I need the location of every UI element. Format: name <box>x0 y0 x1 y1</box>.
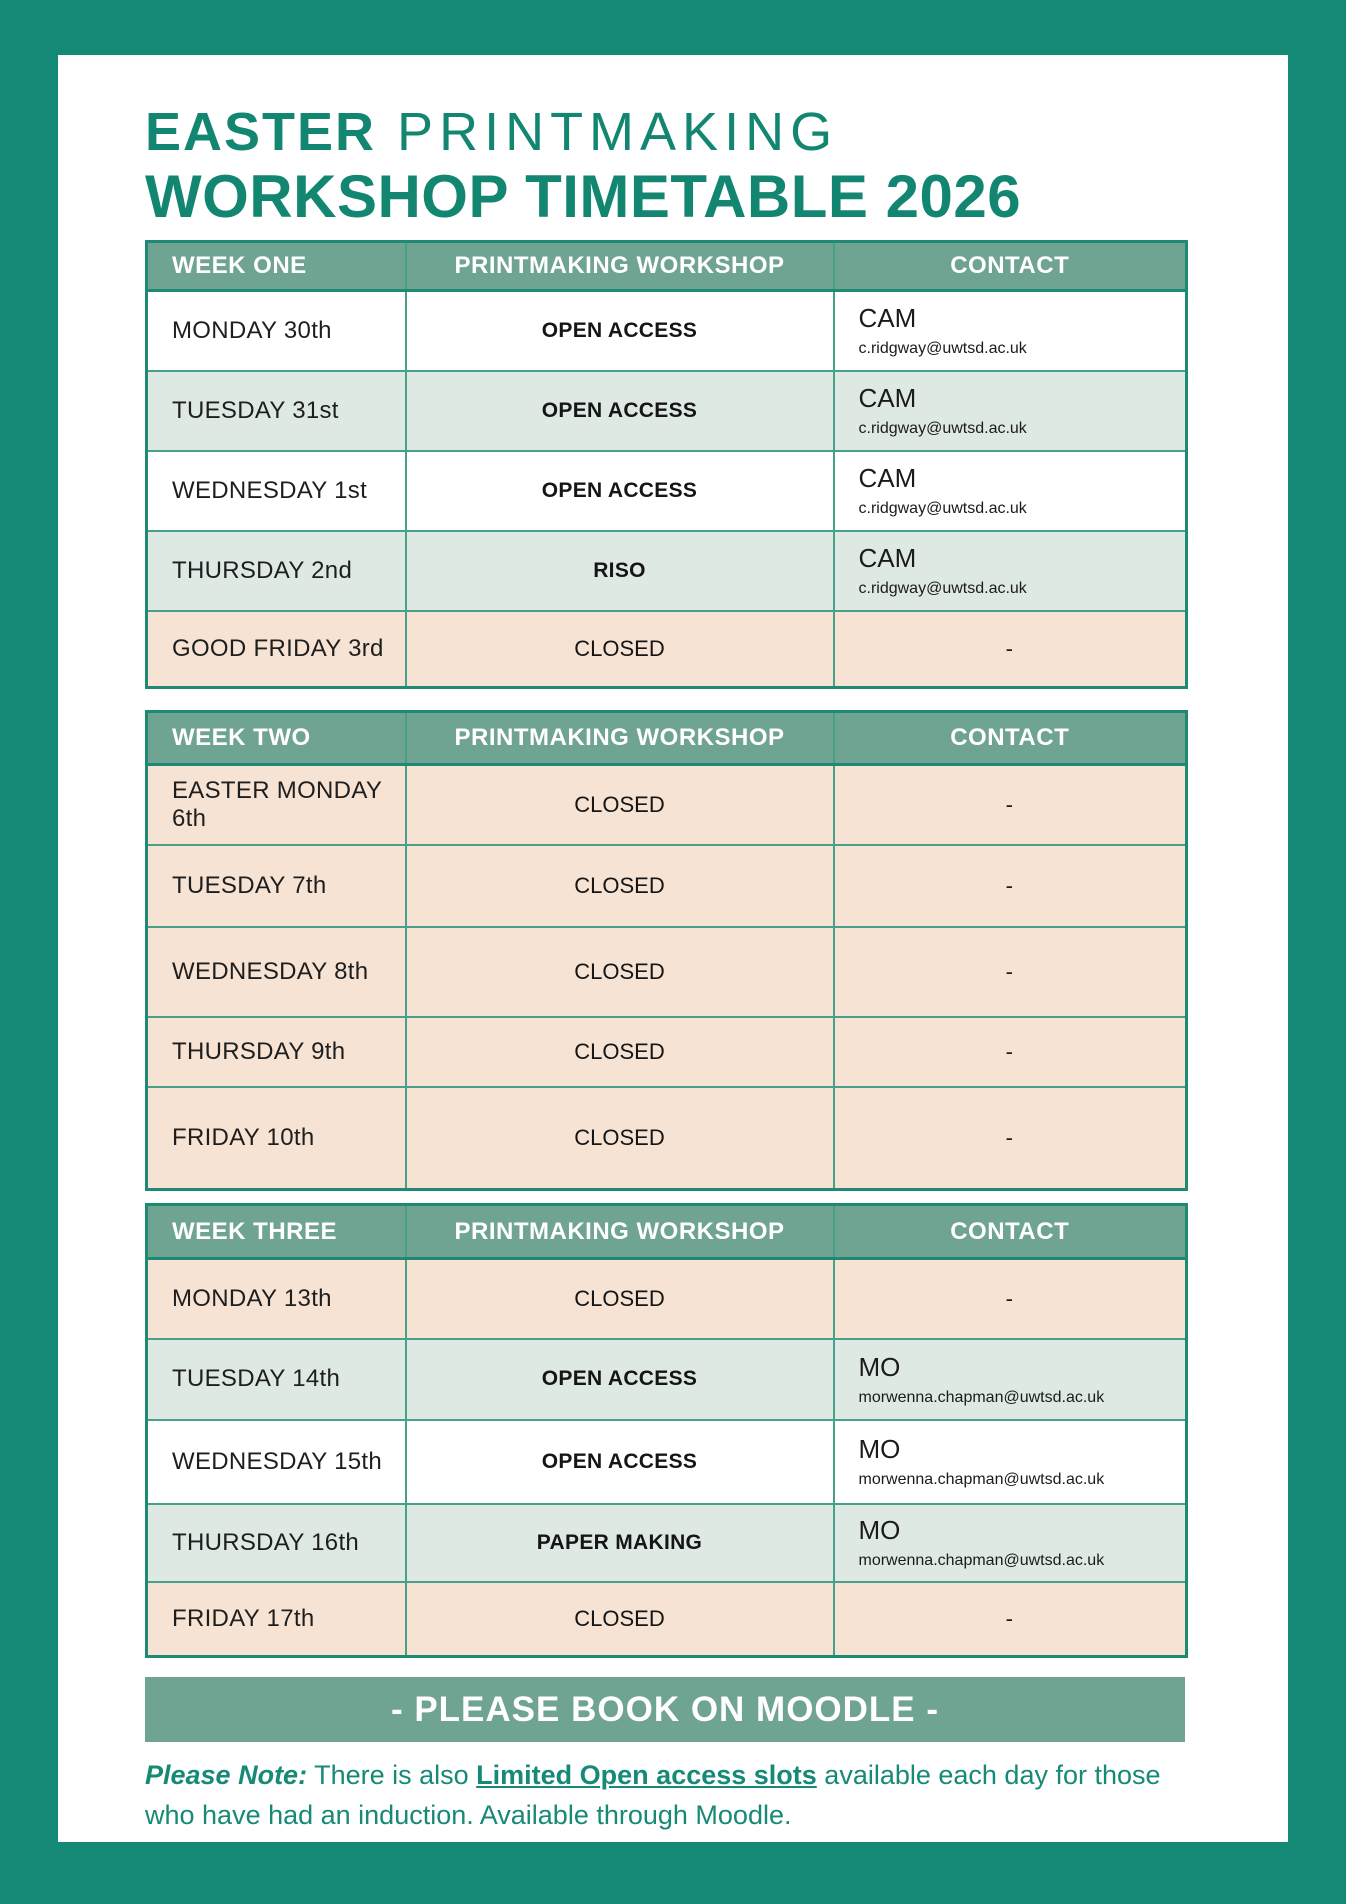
contact-cell: - <box>834 1582 1187 1657</box>
contact-header: CONTACT <box>834 242 1187 291</box>
week-one-table <box>145 240 1188 689</box>
contact-name: CAM <box>858 383 917 413</box>
contact-cell: - <box>834 1087 1187 1190</box>
contact-email: c.ridgway@uwtsd.ac.uk <box>858 580 1027 597</box>
contact-cell: - <box>834 1017 1187 1087</box>
day-cell: TUESDAY 31st <box>147 371 406 451</box>
contact-cell <box>834 371 1187 451</box>
workshop-header: PRINTMAKING WORKSHOP <box>406 712 834 765</box>
table-row <box>147 451 1187 531</box>
week-header: WEEK TWO <box>147 712 406 765</box>
page-title-line-1 <box>145 102 839 162</box>
week-header: WEEK THREE <box>147 1205 406 1259</box>
contact-email: morwenna.chapman@uwtsd.ac.uk <box>858 1552 1105 1569</box>
page-title-line-2: WORKSHOP TIMETABLE 2026 <box>145 163 1022 230</box>
footer-note <box>145 1755 1195 1835</box>
contact-email: morwenna.chapman@uwtsd.ac.uk <box>858 1471 1105 1488</box>
contact-cell: - <box>834 927 1187 1017</box>
week-two-table <box>145 710 1188 1191</box>
workshop-cell: OPEN ACCESS <box>406 291 834 371</box>
contact-cell: - <box>834 845 1187 927</box>
table-row <box>147 291 1187 371</box>
workshop-cell: OPEN ACCESS <box>406 371 834 451</box>
day-cell: THURSDAY 9th <box>147 1017 406 1087</box>
table-row <box>147 1582 1187 1657</box>
day-cell: TUESDAY 14th <box>147 1339 406 1420</box>
workshop-cell: OPEN ACCESS <box>406 1420 834 1504</box>
contact-header: CONTACT <box>834 1205 1187 1259</box>
table-header-row <box>147 242 1187 291</box>
contact-cell <box>834 531 1187 611</box>
contact-name: MO <box>858 1434 901 1464</box>
poster-sheet <box>58 55 1288 1842</box>
contact-email: c.ridgway@uwtsd.ac.uk <box>858 500 1027 517</box>
contact-cell <box>834 451 1187 531</box>
workshop-header: PRINTMAKING WORKSHOP <box>406 1205 834 1259</box>
workshop-cell: OPEN ACCESS <box>406 1339 834 1420</box>
contact-name: CAM <box>858 303 917 334</box>
note-underlined: Limited Open access slots <box>476 1760 817 1790</box>
contact-cell <box>834 1339 1187 1420</box>
contact-cell: - <box>834 611 1187 688</box>
workshop-cell: CLOSED <box>406 845 834 927</box>
contact-email: morwenna.chapman@uwtsd.ac.uk <box>858 1388 1105 1406</box>
table-row <box>147 611 1187 688</box>
table-row <box>147 845 1187 927</box>
contact-name: MO <box>858 1351 901 1382</box>
table-row <box>147 927 1187 1017</box>
day-cell: EASTER MONDAY 6th <box>147 765 406 845</box>
table-row <box>147 1017 1187 1087</box>
workshop-cell: CLOSED <box>406 1259 834 1339</box>
table-row <box>147 1420 1187 1504</box>
table-row <box>147 531 1187 611</box>
table-row <box>147 371 1187 451</box>
day-cell: MONDAY 13th <box>147 1259 406 1339</box>
contact-cell <box>834 1420 1187 1504</box>
table-header-row <box>147 712 1187 765</box>
day-cell: FRIDAY 10th <box>147 1087 406 1190</box>
workshop-cell: RISO <box>406 531 834 611</box>
title-printmaking: PRINTMAKING <box>376 102 839 162</box>
day-cell: WEDNESDAY 8th <box>147 927 406 1017</box>
workshop-cell: CLOSED <box>406 1582 834 1657</box>
table-row <box>147 1339 1187 1420</box>
contact-cell: - <box>834 1259 1187 1339</box>
workshop-cell: CLOSED <box>406 611 834 688</box>
contact-cell <box>834 1504 1187 1582</box>
book-on-moodle-banner <box>145 1677 1185 1742</box>
workshop-cell: PAPER MAKING <box>406 1504 834 1582</box>
workshop-cell: CLOSED <box>406 765 834 845</box>
banner-label: - PLEASE BOOK ON MOODLE - <box>390 1689 940 1729</box>
table-row <box>147 1504 1187 1582</box>
workshop-cell: CLOSED <box>406 1017 834 1087</box>
week-three-table <box>145 1203 1188 1658</box>
table-row <box>147 1259 1187 1339</box>
table-row <box>147 1087 1187 1190</box>
day-cell: WEDNESDAY 1st <box>147 451 406 531</box>
workshop-cell: CLOSED <box>406 1087 834 1190</box>
contact-cell: - <box>834 765 1187 845</box>
week-header: WEEK ONE <box>147 242 406 291</box>
contact-name: CAM <box>858 463 917 493</box>
note-text-after: available each day for those who have had an induction. Available through Moodle. <box>145 1760 1161 1830</box>
day-cell: THURSDAY 2nd <box>147 531 406 611</box>
day-cell: FRIDAY 17th <box>147 1582 406 1657</box>
title-easter: EASTER <box>145 102 377 162</box>
contact-email: c.ridgway@uwtsd.ac.uk <box>858 420 1027 437</box>
contact-cell <box>834 291 1187 371</box>
contact-email: c.ridgway@uwtsd.ac.uk <box>858 340 1027 358</box>
contact-header: CONTACT <box>834 712 1187 765</box>
day-cell: THURSDAY 16th <box>147 1504 406 1582</box>
note-prefix: Please Note: <box>145 1760 308 1790</box>
workshop-cell: CLOSED <box>406 927 834 1017</box>
note-text-before: There is also <box>307 1760 477 1790</box>
contact-name: CAM <box>858 543 917 573</box>
workshop-cell: OPEN ACCESS <box>406 451 834 531</box>
workshop-header: PRINTMAKING WORKSHOP <box>406 242 834 291</box>
table-header-row <box>147 1205 1187 1259</box>
day-cell: GOOD FRIDAY 3rd <box>147 611 406 688</box>
day-cell: TUESDAY 7th <box>147 845 406 927</box>
day-cell: MONDAY 30th <box>147 291 406 371</box>
day-cell: WEDNESDAY 15th <box>147 1420 406 1504</box>
table-row <box>147 765 1187 845</box>
contact-name: MO <box>858 1515 901 1545</box>
